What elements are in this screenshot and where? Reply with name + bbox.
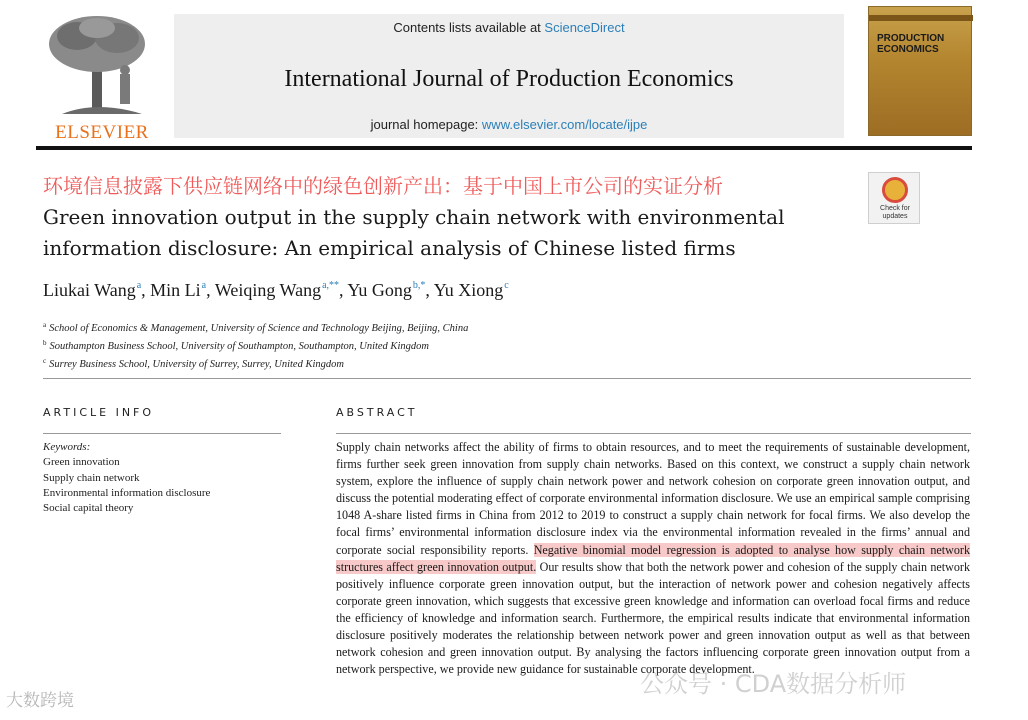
article-info-rule (43, 433, 281, 434)
homepage-link[interactable]: www.elsevier.com/locate/ijpe (481, 117, 648, 132)
keyword-item: Environmental information disclosure (43, 486, 211, 499)
affiliation-item: $^a$ School of Economics & Management, University of Science and Technology Beijing, Beijing, China (43, 321, 469, 334)
sciencedirect-link[interactable]: ScienceDirect (544, 20, 625, 35)
author-name[interactable]: Liukai Wang (43, 280, 136, 300)
contents-line: Contents lists available at ScienceDirect (393, 20, 625, 35)
affiliation-item: $^c$ Surrey Business School, University of Surrey, Surrey, United Kingdom (43, 357, 344, 370)
section-divider (43, 378, 971, 379)
article-info-heading: ARTICLE INFO (43, 406, 155, 419)
author-name[interactable]: Yu Xiong (433, 280, 504, 300)
author-affil-mark[interactable]: a,** (322, 280, 340, 291)
watermark-left: 大数跨境 (6, 691, 74, 711)
affiliations (43, 318, 468, 372)
check-updates-icon (882, 177, 908, 203)
affiliation-item: $^b$ Southampton Business School, University of Southampton, Southampton, United Kingdom (43, 339, 429, 352)
keyword-item: Social capital theory (43, 502, 134, 515)
badge-label: Check for updates (880, 205, 910, 220)
cover-strip (869, 15, 973, 21)
author-affil-mark[interactable]: c (504, 280, 509, 291)
author-name[interactable]: Yu Gong (347, 280, 412, 300)
journal-title: International Journal of Production Economics (284, 66, 734, 92)
abstract-rule (336, 433, 971, 434)
header-divider (36, 146, 972, 150)
journal-banner (174, 14, 844, 138)
keywords-block (43, 440, 210, 516)
homepage-line: journal homepage: www.elsevier.com/locate/ijpe (370, 117, 648, 132)
author-list: Liukai Wang$^a$, Min Li$^a$, Weiqing Wang$^{a,**}$, Yu Gong$^{b,*}$, Yu Xiong$^c$ (43, 280, 509, 300)
watermark-right: 公众号 · CDA数据分析师 (640, 670, 907, 698)
journal-cover[interactable] (868, 6, 972, 136)
abstract-text: Supply chain networks affect the ability of firms to obtain resources, and to meet the requirements of sustainable development, firms further seek green innovation from supply chain networks. Based on this context, we construct a supply chain network system, explore the influence of supply chain network power and network cohesion on corporate green innovation output, and discuss the potential moderating effect of corporate environmental information disclosure. We use an empirical sample comprising 1048 A-share listed firms in China from 2012 to 2019 to construct a supply chain network for focal firms. We also develop the focal firms’ environmental information disclosure index via the environmental information revealed in the firms’ annual and corporate social responsibility reports. Negative binomial model regression is adopted to analyse how supply chain network structures affect green innovation output. Our results show that both the network power and cohesion of the supply chain network positively influence corporate green innovation output, but the interaction of network power and cohesion negatively affects corporate green innovation, which suggests that excessive green knowledge and information can overload focal firms and reduce the efficiency of knowledge and information search. Furthermore, the empirical results indicate that environmental information disclosure positively moderates the relationship between network power and green innovation output as well as that between network cohesion and green innovation output. By analysing the factors influencing corporate green innovation output from a network perspective, we provide new guidance for sustainable corporate development. (336, 440, 970, 677)
keywords-label: Keywords: (43, 441, 91, 453)
paper-title: Green innovation output in the supply chain network with environmental information disclosure: An empirical analysis of Chinese listed firms (43, 205, 785, 260)
author-name[interactable]: Weiqing Wang (214, 280, 322, 300)
journal-header (36, 4, 972, 146)
keyword-item: Supply chain network (43, 471, 140, 484)
highlighted-sentence: Negative binomial model regression is adopted to analyse how supply chain network structures affect green innovation output. (336, 542, 970, 574)
elsevier-wordmark: ELSEVIER (55, 122, 149, 143)
elsevier-logo (42, 14, 154, 143)
chinese-title: 环境信息披露下供应链网络中的绿色创新产出：基于中国上市公司的实证分析 (43, 174, 723, 198)
author-affil-mark[interactable]: a (136, 280, 142, 291)
author-affil-mark[interactable]: a (201, 280, 207, 291)
cover-title: PRODUCTION ECONOMICS (877, 33, 945, 55)
check-for-updates-badge[interactable] (868, 172, 920, 224)
keyword-item: Green innovation (43, 456, 120, 469)
author-affil-mark[interactable]: b,* (412, 280, 426, 291)
abstract-heading: ABSTRACT (336, 406, 418, 419)
tree-icon (42, 14, 154, 118)
author-name[interactable]: Min Li (150, 280, 201, 300)
